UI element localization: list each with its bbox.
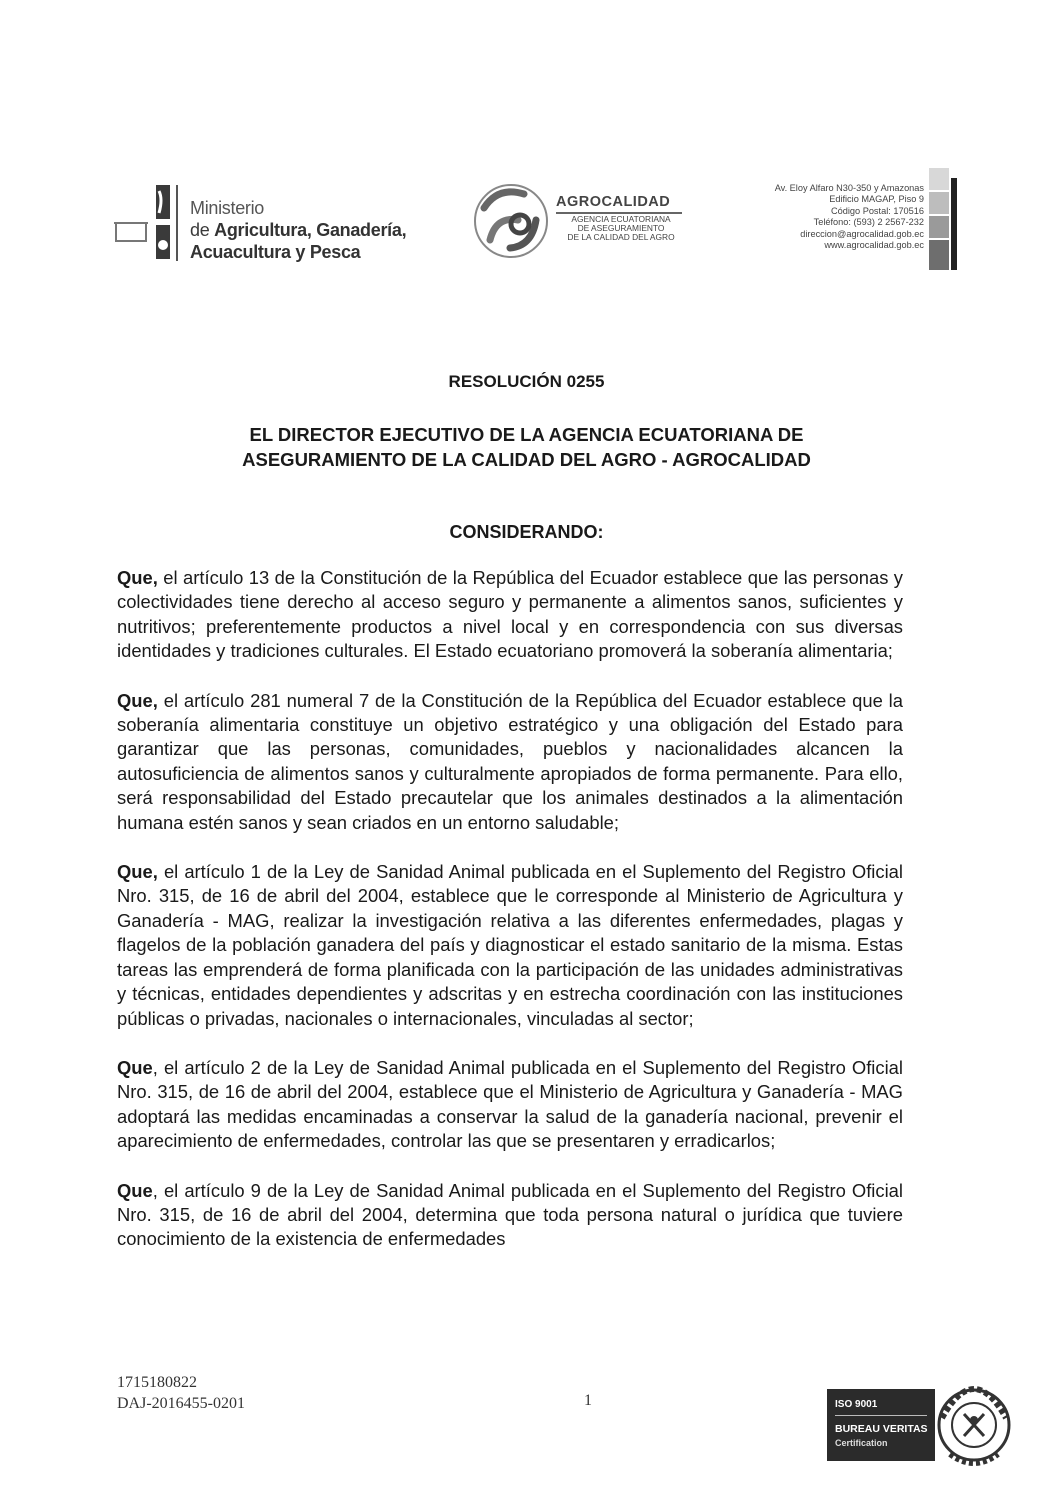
considerando-paragraph: [117, 566, 903, 664]
address-website: www.agrocalidad.gob.ec: [824, 240, 924, 251]
paragraph-lead: Que: [117, 1179, 153, 1201]
considerando-paragraph: [117, 1056, 903, 1154]
address-line: Av. Eloy Alfaro N30-350 y Amazonas: [774, 183, 924, 193]
paragraph-lead: Que: [117, 1056, 153, 1078]
paragraph-lead: Que,: [117, 861, 158, 883]
cert-iso: ISO 9001: [835, 1399, 878, 1410]
document-body: [117, 566, 903, 1277]
ministry-name: [190, 197, 406, 263]
agency-name: AGROCALIDAD: [556, 194, 671, 210]
director-line1: EL DIRECTOR EJECUTIVO DE LA AGENCIA ECUATORIANA DE: [249, 424, 804, 445]
address-line: Teléfono: (593) 2 2567-232: [813, 217, 924, 228]
ministry-line1: Ministerio: [190, 198, 265, 218]
resolution-title: RESOLUCIÓN 0255: [448, 372, 605, 391]
considerando-paragraph: [117, 689, 903, 835]
footer-code-id: 1715180822: [117, 1374, 197, 1391]
director-heading: [0, 422, 1053, 472]
ministry-line2: [190, 219, 406, 241]
address-line: Edificio MAGAP, Piso 9: [829, 194, 924, 205]
paragraph-text: el artículo 281 numeral 7 de la Constitución de la República del Ecuador establece que la soberanía alimentaria constituye un objetivo estratégico y una obligación del Estado para garantizar que las personas, comunidades, pueblos y nacionalidades alcancen la autosuficiencia de alimentos sanos y culturalmente apropiados de forma permanente. Para ello, será responsabilidad del Estado precautelar que los animales destinados a la alimentación humana estén sanos y sean criados en un entorno saludable;: [117, 689, 903, 833]
cert-divider: [835, 1415, 927, 1416]
agency-sub2: DE ASEGURAMIENTO: [577, 223, 665, 234]
address-accent-bar: [929, 168, 959, 270]
ministry-logo: [112, 183, 412, 263]
address-block: [700, 183, 924, 251]
paragraph-text: el artículo 1 de la Ley de Sanidad Animal publicada en el Suplemento del Registro Oficial Nro. 315, de 16 de abril del 2004, establece que le corresponde al Ministerio de Agricultura y Ganadería - MAG, realizar la investigación relativa a las diferentes enfermedades, plagas y flagelos de la población ganadera del país y diagnosticar el estado sanitario de la misma. Estas tareas las emprenderá de forma planificada con la participación de las unidades administrativas y técnicas, entidades dependientes y adscritas y en estrecha coordinación con las instituciones públicas o privadas, nacionales o internacionales, vinculadas al sector;: [117, 861, 903, 1029]
agency-sub1: AGENCIA ECUATORIANA: [571, 214, 671, 224]
footer-code-ref: DAJ-2016455-0201: [117, 1395, 245, 1412]
paragraph-lead: Que,: [117, 567, 158, 588]
ministry-line2-prefix: de: [190, 220, 215, 240]
agency-subtitle: [556, 215, 686, 243]
ministry-logo-icon: [112, 183, 184, 263]
agrocalidad-emblem-icon: [470, 178, 552, 264]
ministry-line3: Acuacultura y Pesca: [190, 242, 361, 262]
paragraph-lead: Que,: [117, 689, 158, 711]
considerando-paragraph: [117, 860, 903, 1031]
director-line2: ASEGURAMIENTO DE LA CALIDAD DEL AGRO - AGROCALIDAD: [242, 449, 811, 470]
certification-badge: [827, 1389, 935, 1461]
ministry-line2-bold: Agricultura, Ganadería,: [214, 220, 407, 240]
page-number: 1: [584, 1392, 592, 1409]
footer-codes: [117, 1372, 245, 1414]
paragraph-text: , el artículo 2 de la Ley de Sanidad Animal publicada en el Suplemento del Registro Oficial Nro. 315, de 16 de abril del 2004, establece que el Ministerio de Agricultura y Ganadería - MAG adoptará las medidas encaminadas a conservar la salud de la ganadería nacional, prevenir el aparecimiento de enfermedades, controlar las que se presentaren y erradicarlos;: [117, 1056, 903, 1152]
considerando-paragraph: [117, 1179, 903, 1252]
address-line: Código Postal: 170516: [831, 205, 924, 216]
cert-name: BUREAU VERITAS: [835, 1423, 928, 1435]
paragraph-text: el artículo 13 de la Constitución de la República del Ecuador establece que las personas y colectividades tiene derecho al acceso seguro y permanente a alimentos sanos, suficientes y nutritivos; preferentemente productos a nivel local y en correspondencia con sus diversas identidades y tradiciones culturales. El Estado ecuatoriano promoverá la soberanía alimentaria;: [117, 567, 903, 662]
bureau-veritas-seal-icon: [936, 1380, 1012, 1470]
considerando-heading: CONSIDERANDO:: [449, 522, 604, 542]
agency-sub3: DE LA CALIDAD DEL AGRO: [567, 232, 675, 243]
paragraph-text: , el artículo 9 de la Ley de Sanidad Animal publicada en el Suplemento del Registro Oficial Nro. 315, de 16 de abril del 2004, determina que toda persona natural o jurídica que tuviere conocimiento de la existencia de enfermedades: [117, 1179, 903, 1250]
address-email: direccion@agrocalidad.gob.ec: [800, 228, 924, 239]
agrocalidad-logo: [470, 178, 690, 264]
cert-type: Certification: [835, 1438, 888, 1448]
